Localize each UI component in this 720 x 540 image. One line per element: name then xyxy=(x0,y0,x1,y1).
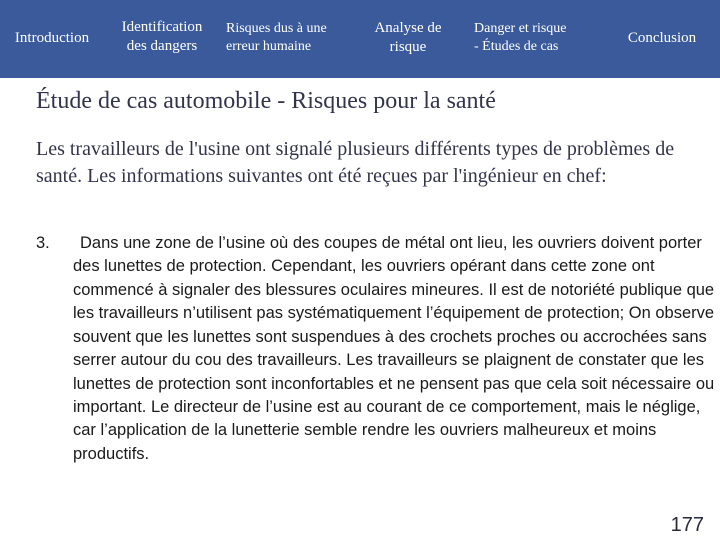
item-number: 3. xyxy=(36,234,50,252)
intro-paragraph: Les travailleurs de l'usine ont signalé plusieurs différents types de problèmes de santé. Les informations suivantes ont été reçues par l'ingénieur en chef: xyxy=(36,138,675,187)
nav-item-etudes-de-cas[interactable]: Danger et risque - Études de cas xyxy=(474,21,567,54)
navigation-bar xyxy=(0,0,720,78)
numbered-item xyxy=(36,232,720,466)
slide-title: Étude de cas automobile - Risques pour la santé xyxy=(36,88,496,114)
item-text: Dans une zone de l’usine où des coupes de métal ont lieu, les ouvriers doivent porter des lunettes de protection. Cependant, les ouvriers opérant dans cette zone ont commencé à signaler des blessures oculaires mineures. Il est de notoriété publique que les travailleurs n’utilisent pas systématiquement l’équipement de protection; On observe souvent que les lunettes sont suspendues à des crochets proches ou accrochées sans serrer autour du cou des travailleurs. Les travailleurs se plaignent de constater que les lunettes de protection sont inconfortables et ne pensent pas que cela soit nécessaire ou important. Le directeur de l’usine est au courant de ce comportement, mais le néglige, car l’application de la lunetterie semble rendre les ouvriers malheureux et moins productifs. xyxy=(73,234,719,463)
nav-item-erreur-humaine[interactable]: Risques dus à une erreur humaine xyxy=(226,21,327,54)
nav-item-analyse-risque[interactable]: Analyse de risque xyxy=(374,20,442,55)
nav-item-introduction[interactable]: Introduction xyxy=(14,30,90,46)
nav-item-identification[interactable]: Identification des dangers xyxy=(121,19,203,54)
page-number: 177 xyxy=(670,514,704,536)
nav-item-conclusion[interactable]: Conclusion xyxy=(627,30,697,46)
